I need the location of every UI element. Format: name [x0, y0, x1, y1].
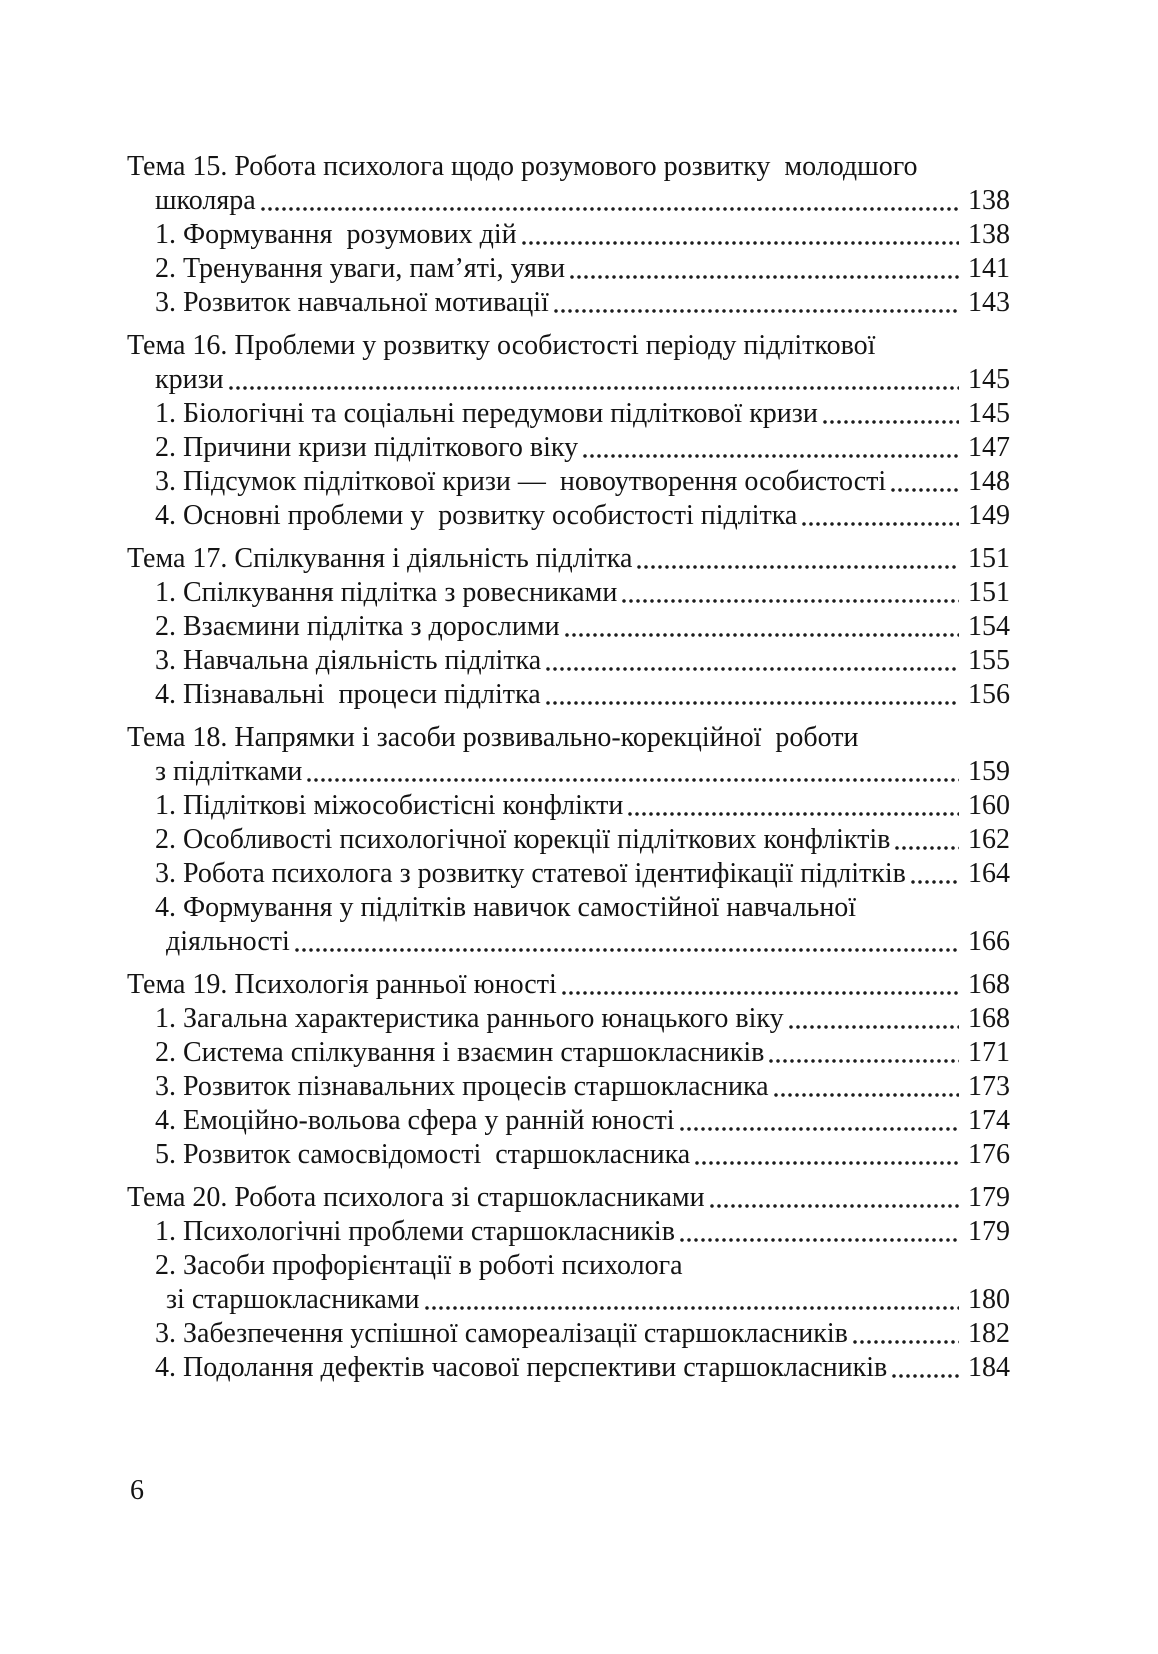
- toc-page-number: 156: [968, 679, 1010, 710]
- toc-page-number: 182: [968, 1318, 1010, 1349]
- toc-page-number: 138: [968, 185, 1010, 216]
- toc-entry-text: кризи: [155, 364, 224, 395]
- toc-row-item: [127, 644, 1010, 678]
- toc-page-number: 155: [968, 645, 1010, 676]
- toc-page-number: 180: [968, 1284, 1010, 1315]
- dot-leader: [680, 1238, 959, 1242]
- toc-page-number: 147: [968, 432, 1010, 463]
- toc-entry-text: 2. Тренування уваги, пам’яті, уяви: [155, 253, 566, 284]
- toc-entry-text: 1. Загальна характеристика раннього юнацького віку: [155, 1003, 784, 1034]
- dot-leader: [522, 241, 959, 245]
- toc-row-item: [127, 252, 1010, 286]
- toc-page-number: 179: [968, 1216, 1010, 1247]
- toc-row-item: [127, 610, 1010, 644]
- toc-page-number: 143: [968, 287, 1010, 318]
- dot-leader: [583, 454, 959, 458]
- toc-row-item: [127, 499, 1010, 533]
- toc-row-item: [127, 1249, 1010, 1283]
- page-number-footer: 6: [130, 1475, 144, 1506]
- toc-entry-text: школяра: [155, 185, 256, 216]
- toc-row-item-continuation: [127, 1283, 1010, 1317]
- toc-row-item: [127, 1215, 1010, 1249]
- toc-section: [127, 329, 1010, 533]
- dot-leader: [229, 386, 959, 390]
- dot-leader: [570, 275, 959, 279]
- toc-row-item-continuation: [127, 925, 1010, 959]
- toc-row-item: [127, 789, 1010, 823]
- toc-entry-text: 5. Розвиток самосвідомості старшокласника: [155, 1139, 691, 1170]
- toc-row-section-title: [127, 329, 1010, 363]
- dot-leader: [802, 522, 959, 526]
- toc-entry-text: Тема 15. Робота психолога щодо розумового розвитку молодшого: [127, 151, 918, 182]
- toc-row-item: [127, 1070, 1010, 1104]
- toc-row-section-title-continuation: [127, 184, 1010, 218]
- toc-page-number: 148: [968, 466, 1010, 497]
- toc-row-item: [127, 1002, 1010, 1036]
- toc-entry-text: 2. Особливості психологічної корекції підліткових конфліктів: [155, 824, 891, 855]
- toc-entry-text: діяльності: [166, 926, 290, 957]
- toc-page-number: 184: [968, 1352, 1010, 1383]
- toc-row-section-title: [127, 542, 1010, 576]
- toc-page-number: 168: [968, 969, 1010, 1000]
- dot-leader: [637, 565, 959, 569]
- toc-entry-text: 2. Взаємини підлітка з дорослими: [155, 611, 560, 642]
- dot-leader: [554, 309, 959, 313]
- toc-row-item: [127, 431, 1010, 465]
- dot-leader: [853, 1340, 959, 1344]
- toc-row-item: [127, 678, 1010, 712]
- dot-leader: [565, 633, 959, 637]
- toc-row-item: [127, 397, 1010, 431]
- dot-leader: [710, 1204, 959, 1208]
- toc-entry-text: 2. Засоби профорієнтації в роботі психолога: [155, 1250, 683, 1281]
- toc-row-item: [127, 218, 1010, 252]
- dot-leader: [425, 1306, 959, 1310]
- dot-leader: [911, 880, 959, 884]
- toc-row-item: [127, 1351, 1010, 1385]
- toc-row-item: [127, 1138, 1010, 1172]
- toc-page-number: 174: [968, 1105, 1010, 1136]
- toc-row-section-title-continuation: [127, 363, 1010, 397]
- dot-leader: [892, 1374, 959, 1378]
- toc-section: [127, 1181, 1010, 1385]
- toc-page-number: 145: [968, 398, 1010, 429]
- toc-entry-text: 3. Навчальна діяльність підлітка: [155, 645, 542, 676]
- toc-row-item: [127, 1036, 1010, 1070]
- toc-entry-text: Тема 19. Психологія ранньої юності: [127, 969, 557, 1000]
- toc-entry-text: 4. Основні проблеми у розвитку особистості підлітка: [155, 500, 798, 531]
- dot-leader: [261, 207, 959, 211]
- toc-section: [127, 968, 1010, 1172]
- toc-page-number: 173: [968, 1071, 1010, 1102]
- dot-leader: [562, 991, 959, 995]
- toc-entry-text: 3. Підсумок підліткової кризи — новоутворення особистості: [155, 466, 887, 497]
- toc-row-item: [127, 576, 1010, 610]
- toc-page-number: 164: [968, 858, 1010, 889]
- toc-section: [127, 542, 1010, 712]
- toc-row-section-title: [127, 968, 1010, 1002]
- toc-entry-text: Тема 17. Спілкування і діяльність підлітка: [127, 543, 633, 574]
- toc-page-number: 160: [968, 790, 1010, 821]
- dot-leader: [823, 420, 959, 424]
- toc-row-item: [127, 286, 1010, 320]
- table-of-contents: [127, 150, 1010, 1385]
- toc-entry-text: 4. Пізнавальні процеси підлітка: [155, 679, 541, 710]
- toc-row-item: [127, 823, 1010, 857]
- toc-section: [127, 721, 1010, 959]
- dot-leader: [789, 1025, 959, 1029]
- dot-leader: [680, 1127, 959, 1131]
- toc-row-item: [127, 465, 1010, 499]
- dot-leader: [546, 701, 959, 705]
- toc-entry-text: 2. Причини кризи підліткового віку: [155, 432, 579, 463]
- toc-entry-text: з підлітками: [155, 756, 303, 787]
- toc-entry-text: 1. Формування розумових дій: [155, 219, 517, 250]
- toc-entry-text: 3. Забезпечення успішної самореалізації старшокласників: [155, 1318, 848, 1349]
- toc-section: [127, 150, 1010, 320]
- dot-leader: [546, 667, 959, 671]
- toc-page-number: 159: [968, 756, 1010, 787]
- toc-row-section-title: [127, 150, 1010, 184]
- toc-page-number: 179: [968, 1182, 1010, 1213]
- toc-page-number: 145: [968, 364, 1010, 395]
- toc-entry-text: Тема 16. Проблеми у розвитку особистості періоду підліткової: [127, 330, 876, 361]
- toc-entry-text: Тема 18. Напрямки і засоби розвивально-корекційної роботи: [127, 722, 859, 753]
- toc-row-item: [127, 1104, 1010, 1138]
- toc-row-section-title: [127, 721, 1010, 755]
- toc-row-item: [127, 891, 1010, 925]
- toc-row-item: [127, 1317, 1010, 1351]
- toc-page-number: 162: [968, 824, 1010, 855]
- toc-row-section-title-continuation: [127, 755, 1010, 789]
- toc-entry-text: 1. Психологічні проблеми старшокласників: [155, 1216, 675, 1247]
- toc-page-number: 151: [968, 543, 1010, 574]
- dot-leader: [774, 1093, 959, 1097]
- dot-leader: [307, 778, 959, 782]
- toc-row-section-title: [127, 1181, 1010, 1215]
- dot-leader: [895, 846, 959, 850]
- toc-row-item: [127, 857, 1010, 891]
- toc-entry-text: 1. Підліткові міжособистісні конфлікти: [155, 790, 624, 821]
- dot-leader: [769, 1059, 959, 1063]
- toc-page-number: 176: [968, 1139, 1010, 1170]
- toc-entry-text: 4. Подолання дефектів часової перспективи старшокласників: [155, 1352, 888, 1383]
- toc-entry-text: 1. Біологічні та соціальні передумови підліткової кризи: [155, 398, 818, 429]
- toc-page-number: 141: [968, 253, 1010, 284]
- toc-entry-text: 3. Розвиток пізнавальних процесів старшокласника: [155, 1071, 769, 1102]
- dot-leader: [628, 812, 959, 816]
- toc-page-number: 154: [968, 611, 1010, 642]
- toc-entry-text: Тема 20. Робота психолога зі старшокласниками: [127, 1182, 705, 1213]
- toc-entry-text: 4. Емоційно-вольова сфера у ранній юності: [155, 1105, 675, 1136]
- dot-leader: [891, 488, 959, 492]
- toc-entry-text: 3. Робота психолога з розвитку статевої ідентифікації підлітків: [155, 858, 906, 889]
- toc-page-number: 166: [968, 926, 1010, 957]
- toc-entry-text: 4. Формування у підлітків навичок самостійної навчальної: [155, 892, 857, 923]
- toc-page-number: 149: [968, 500, 1010, 531]
- dot-leader: [695, 1161, 959, 1165]
- toc-page-number: 171: [968, 1037, 1010, 1068]
- toc-entry-text: зі старшокласниками: [166, 1284, 420, 1315]
- toc-page-number: 138: [968, 219, 1010, 250]
- dot-leader: [622, 599, 959, 603]
- toc-entry-text: 2. Система спілкування і взаємин старшокласників: [155, 1037, 765, 1068]
- toc-entry-text: 1. Спілкування підлітка з ровесниками: [155, 577, 618, 608]
- toc-entry-text: 3. Розвиток навчальної мотивації: [155, 287, 549, 318]
- toc-page-number: 168: [968, 1003, 1010, 1034]
- dot-leader: [295, 948, 959, 952]
- toc-page-number: 151: [968, 577, 1010, 608]
